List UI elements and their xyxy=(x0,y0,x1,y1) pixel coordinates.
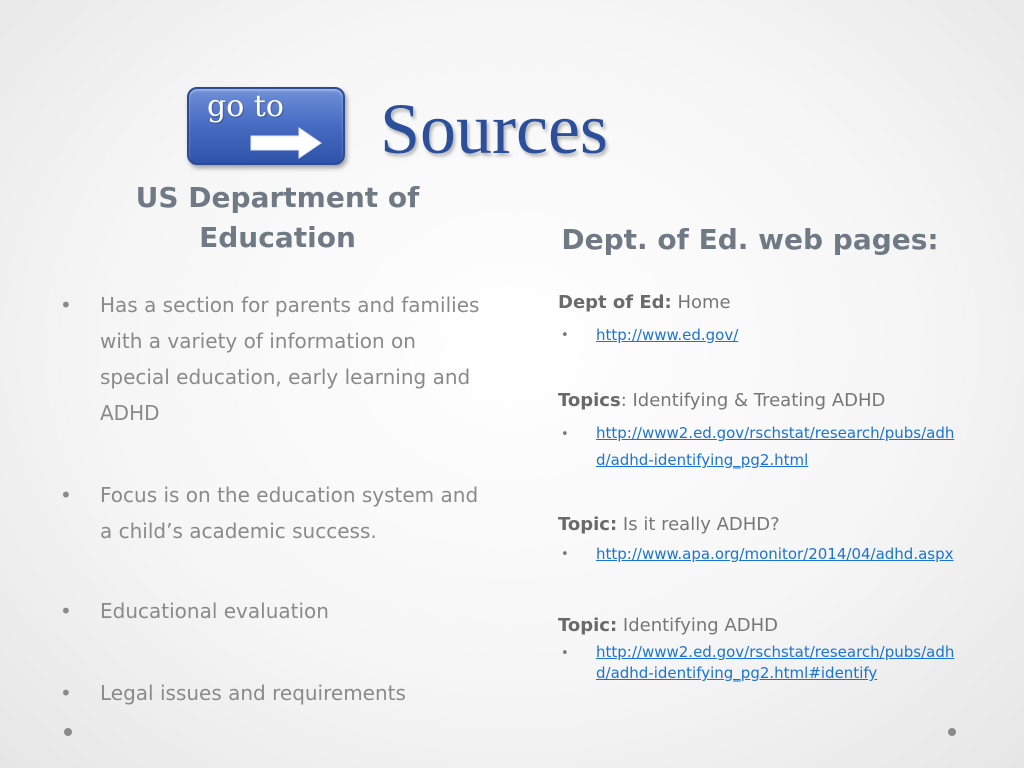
goto-button[interactable] xyxy=(187,87,345,165)
list-item: Focus is on the education system and a child’s academic success. xyxy=(100,483,479,543)
right-column-heading: Dept. of Ed. web pages: xyxy=(561,223,939,256)
source-topic-text: Is it really ADHD? xyxy=(617,514,780,535)
source-topic-text: : Identifying & Treating ADHD xyxy=(620,390,886,411)
decorative-dot xyxy=(948,728,956,736)
bullet-marker: • xyxy=(561,646,569,661)
source-topic-label: Topic: xyxy=(558,615,618,636)
left-column-heading: US Department of Education xyxy=(135,181,420,254)
right-arrow-icon xyxy=(249,126,323,160)
bullet-marker: • xyxy=(561,427,569,442)
list-item: Educational evaluation xyxy=(100,599,329,623)
source-topic xyxy=(558,514,780,535)
source-topic-text: Identifying ADHD xyxy=(617,615,778,636)
bullet-marker: • xyxy=(60,599,72,623)
bullet-marker: • xyxy=(561,328,569,343)
source-topic-text: Home xyxy=(671,292,731,313)
bullet-marker: • xyxy=(60,483,72,507)
bullet-marker: • xyxy=(60,681,72,705)
source-link[interactable]: http://www2.ed.gov/rschstat/research/pubs/adhd/adhd-identifying_pg2.html xyxy=(596,424,955,469)
slide-title: Sources xyxy=(380,89,608,169)
source-topic xyxy=(558,615,778,636)
list-item: Legal issues and requirements xyxy=(100,681,406,705)
source-topic xyxy=(558,390,885,411)
source-link[interactable]: http://www.apa.org/monitor/2014/04/adhd.aspx xyxy=(596,545,954,563)
source-topic-label: Dept of Ed: xyxy=(558,292,672,313)
source-topic-label: Topics xyxy=(558,390,621,411)
source-link[interactable]: http://www2.ed.gov/rschstat/research/pubs/adhd/adhd-identifying_pg2.html#identify xyxy=(596,643,955,682)
decorative-dot xyxy=(64,728,72,736)
goto-button-label: go to xyxy=(207,89,284,124)
bullet-marker: • xyxy=(561,547,569,562)
source-topic-label: Topic: xyxy=(558,514,618,535)
source-topic xyxy=(558,292,731,313)
bullet-marker: • xyxy=(60,293,72,317)
source-link[interactable]: http://www.ed.gov/ xyxy=(596,326,739,344)
list-item: Has a section for parents and families with a variety of information on special education, early learning and ADHD xyxy=(100,293,480,425)
